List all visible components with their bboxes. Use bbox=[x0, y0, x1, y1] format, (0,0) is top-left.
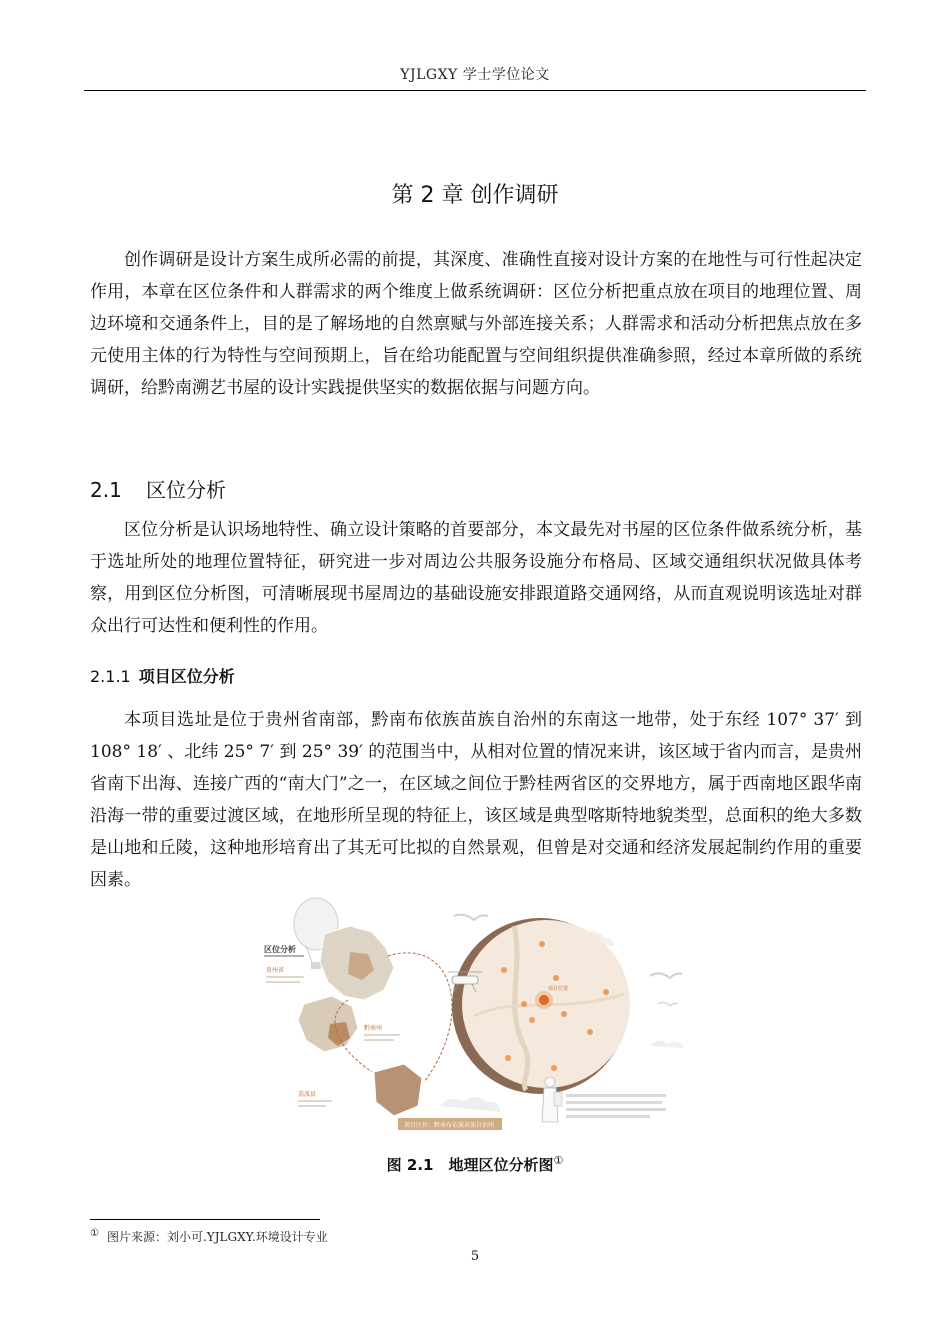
footnote-text: 图片来源：刘小可.YJLGXY.环境设计专业 bbox=[106, 1230, 328, 1244]
section-2-1-1-paragraph: 本项目选址是位于贵州省南部，黔南布依族苗族自治州的东南这一地带，处于东经 107° 37′ 到 108° 18′ 、北纬 25° 7′ 到 25° 39′ 的范围当中，从相对位置的情况来讲，该区域于省内而言，是贵州省南下出海、连接广西的“南大门”之一，在区域之间位于黔桂两省区的交界地方，属于西南地区跟华南沿海一带的重要过渡区域，在地形所呈现的特征上，该区域是典型喀斯特地貌类型，总面积的绝大多数是山地和丘陵，这种地形培育出了其无可比拟的自然景观，但曾是对交通和经济发展起制约作用的重要因素。 bbox=[90, 710, 862, 890]
site-label: 项目位置 bbox=[548, 986, 569, 992]
section-title: 区位分析 bbox=[146, 478, 226, 502]
subsection-title: 项目区位分析 bbox=[138, 667, 235, 686]
label-county: 荔波县 bbox=[298, 1091, 317, 1098]
site-marker bbox=[539, 995, 549, 1005]
footnote-rule bbox=[90, 1219, 320, 1220]
caption-footnote-mark: ① bbox=[553, 1154, 564, 1167]
header-rule bbox=[84, 90, 866, 91]
figure-caption bbox=[0, 1154, 950, 1175]
label-guizhou: 贵州省 bbox=[266, 967, 285, 974]
section-2-1-paragraph: 区位分析是认识场地特性、确立设计策略的首要部分，本文最先对书屋的区位条件做系统分析，基于选址所处的地理位置特征，研究进一步对周边公共服务设施分布格局、区域交通组织状况做具体考察，用到区位分析图，可清晰展现书屋周边的基础设施安排跟道路交通网络，从而直观说明该选址对群众出行可达性和便利性的作用。 bbox=[90, 520, 862, 636]
section-heading-2-1 bbox=[90, 474, 226, 503]
map-title: 区位分析 bbox=[264, 945, 296, 954]
label-qiannan: 黔南州 bbox=[364, 1025, 383, 1032]
location-analysis-figure bbox=[254, 896, 694, 1142]
section-number: 2.1 bbox=[90, 478, 122, 502]
page-number: 5 bbox=[470, 1249, 480, 1264]
section-heading-2-1-1 bbox=[90, 664, 235, 687]
caption-text: 图 2.1 地理区位分析图 bbox=[386, 1156, 554, 1174]
banner-text: 项目区位：黔南布依族苗族自治州 bbox=[404, 1122, 495, 1129]
subsection-number: 2.1.1 bbox=[90, 667, 131, 686]
footnote-mark: ① bbox=[90, 1228, 99, 1239]
chapter-title: 第 2 章 创作调研 bbox=[391, 183, 559, 208]
footnote bbox=[90, 1228, 328, 1245]
intro-paragraph: 创作调研是设计方案生成所必需的前提，其深度、准确性直接对设计方案的在地性与可行性起决定作用，本章在区位条件和人群需求的两个维度上做系统调研：区位分析把重点放在项目的地理位置、周边环境和交通条件上，目的是了解场地的自然禀赋与外部连接关系；人群需求和活动分析把焦点放在多元使用主体的行为特性与空间预期上，旨在给功能配置与空间组织提供准确参照，经过本章所做的系统调研，给黔南溯艺书屋的设计实践提供坚实的数据依据与问题方向。 bbox=[90, 250, 862, 398]
running-header: YJLGXY 学士学位论文 bbox=[400, 67, 550, 83]
